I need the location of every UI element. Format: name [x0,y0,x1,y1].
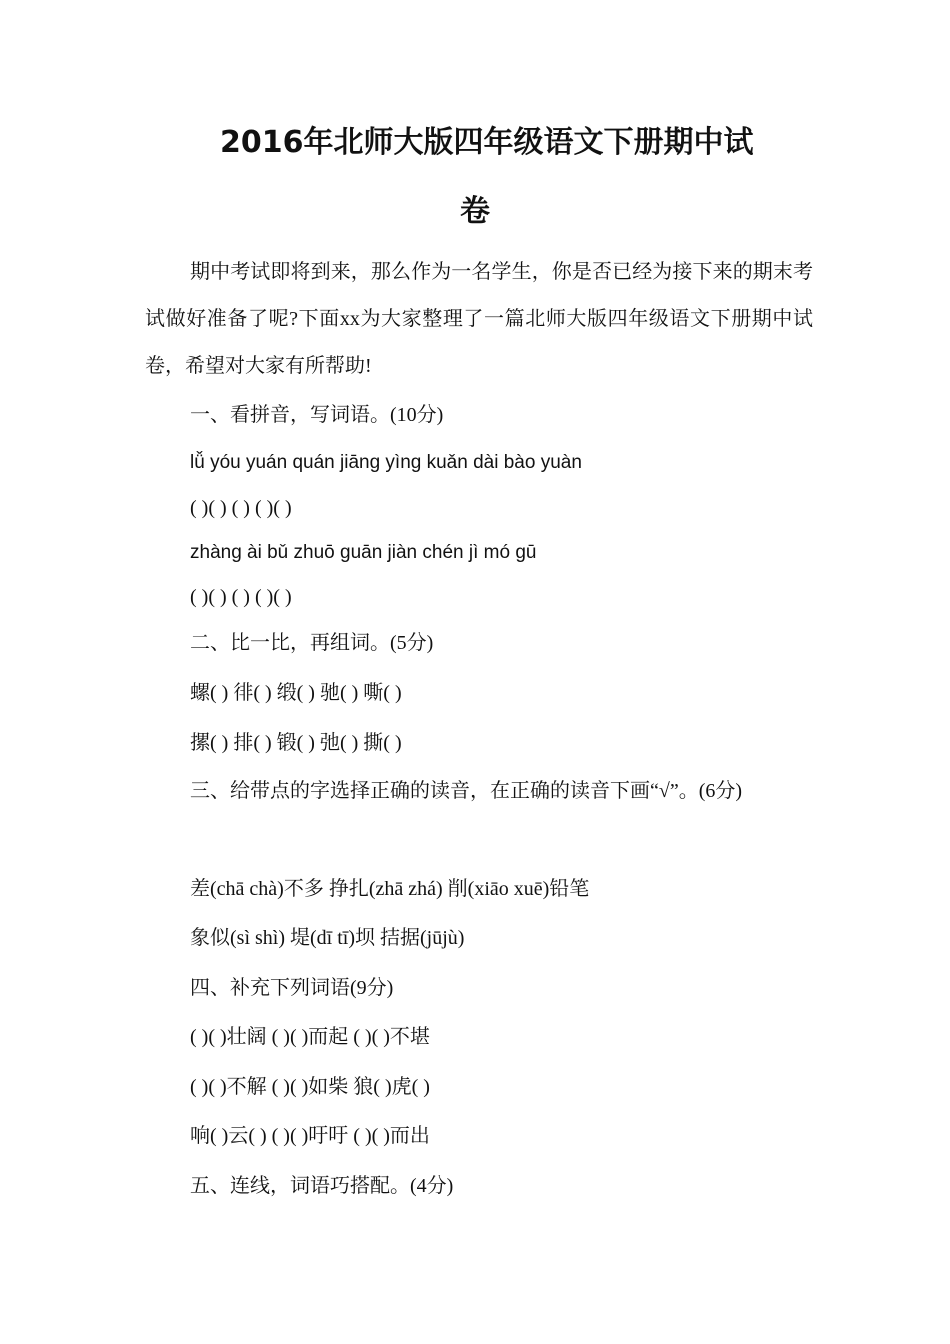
section3-row2: 象似(sì shì) 堤(dī tī)坝 拮据(jūjù) [190,927,465,949]
section5-heading: 五、连线，词语巧搭配。(4分) [190,1175,454,1197]
section4-row3: 响( )云( ) ( )( )吁吁 ( )( )而出 [190,1125,430,1147]
section3-heading: 三、给带点的字选择正确的读音，在正确的读音下画“√”。(6分) [190,780,743,802]
section2-row1: 螺( ) 徘( ) 缎( ) 驰( ) 嘶( ) [190,682,402,704]
intro-paragraph: 期中考试即将到来，那么作为一名学生，你是否已经为接下来的期末考试做好准备了呢?下面xx为大家整理了一篇北师大版四年级语文下册期中试卷，希望对大家有所帮助! [145,261,813,377]
section2-row2: 摞( ) 排( ) 锻( ) 弛( ) 撕( ) [190,732,402,754]
section4-row1: ( )( )壮阔 ( )( )而起 ( )( )不堪 [190,1026,430,1048]
section4-heading: 四、补充下列词语(9分) [190,977,394,999]
section1-blanks-row2: ( )( ) ( ) ( )( ) [190,586,292,608]
section4-row2: ( )( )不解 ( )( )如柴 狼( )虎( ) [190,1076,430,1098]
section1-pinyin-row2: zhàng ài bǔ zhuō guān jiàn chén jì mó gū [190,542,537,563]
document-title-line2: 卷 [460,194,490,229]
section1-blanks-row1: ( )( ) ( ) ( )( ) [190,497,292,519]
section1-pinyin-row1: lǚ yóu yuán quán jiāng yìng kuǎn dài bào yuàn [190,452,582,473]
section1-heading: 一、看拼音，写词语。(10分) [190,404,444,426]
document-title-line1: 2016年北师大版四年级语文下册期中试 [220,125,754,160]
section3-row1: 差(chā chà)不多 挣扎(zhā zhá) 削(xiāo xuē)铅笔 [190,878,590,900]
section2-heading: 二、比一比，再组词。(5分) [190,632,434,654]
